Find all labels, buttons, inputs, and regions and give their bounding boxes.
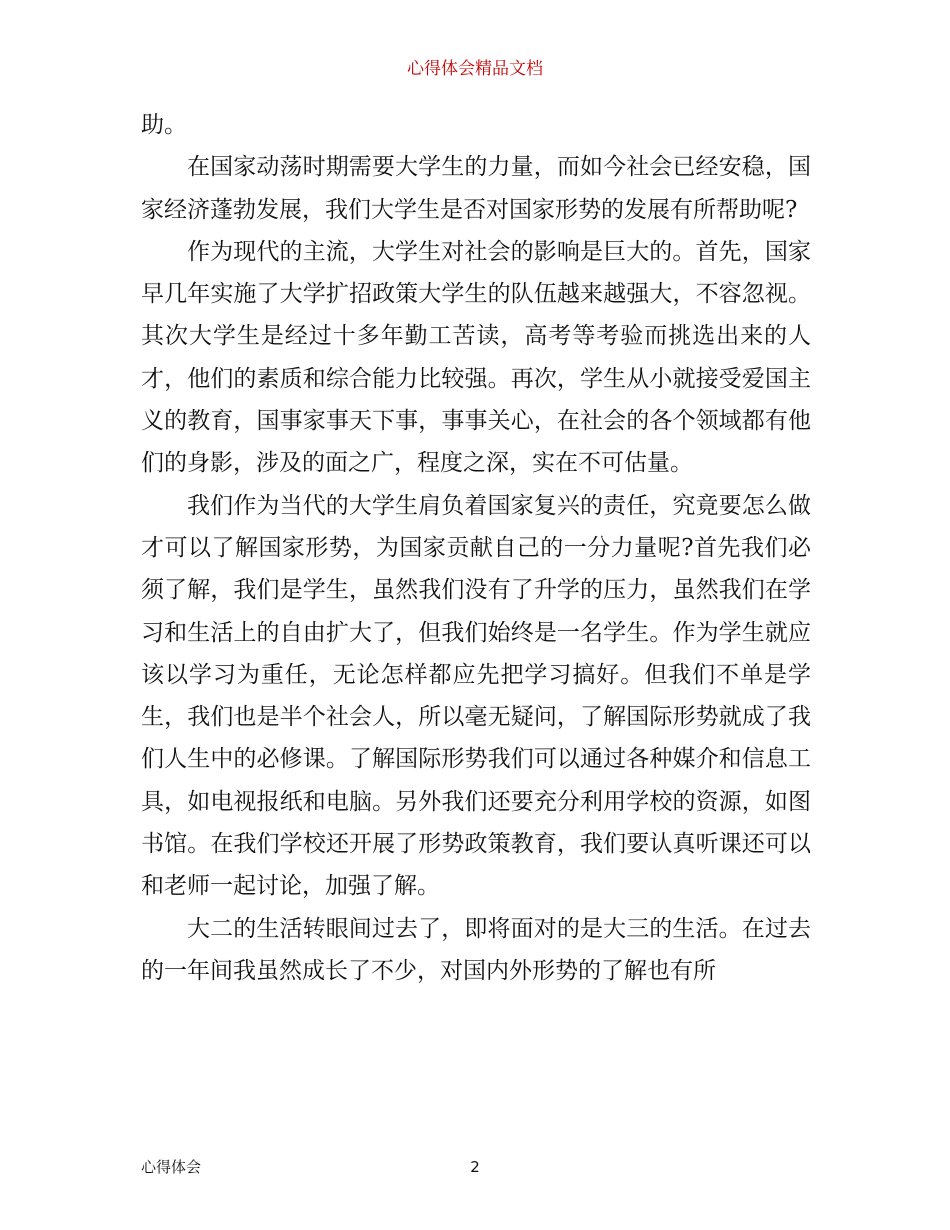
- paragraph: 我们作为当代的大学生肩负着国家复兴的责任，究竟要怎么做才可以了解国家形势，为国家贡献自己的一分力量呢?首先我们必须了解，我们是学生，虽然我们没有了升学的压力，虽然我们在学习和生活上的自由扩大了，但我们始终是一名学生。作为学生就应该以学习为重任，无论怎样都应先把学习搞好。但我们不单是学生，我们也是半个社会人，所以毫无疑问，了解国际形势就成了我们人生中的必修课。了解国际形势我们可以通过各种媒介和信息工具，如电视报纸和电脑。另外我们还要充分利用学校的资源，如图书馆。在我们学校还开展了形势政策教育，我们要认真听课还可以和老师一起讨论，加强了解。: [141, 492, 811, 900]
- footer-label: 心得体会: [141, 1158, 202, 1176]
- page-header-title: 心得体会精品文档: [407, 59, 543, 79]
- page-number: 2: [470, 1158, 480, 1176]
- paragraph: 在国家动荡时期需要大学生的力量，而如今社会已经安稳，国家经济蓬勃发展，我们大学生是否对国家形势的发展有所帮助呢?: [141, 154, 811, 223]
- paragraph: 大二的生活转眼间过去了，即将面对的是大三的生活。在过去的一年间我虽然成长了不少，对国内外形势的了解也有所: [141, 915, 811, 984]
- document-body: [141, 104, 811, 992]
- paragraph-continuation: 助。: [141, 112, 187, 138]
- paragraph: 作为现代的主流，大学生对社会的影响是巨大的。首先，国家早几年实施了大学扩招政策大学生的队伍越来越强大，不容忽视。其次大学生是经过十多年勤工苦读，高考等考验而挑选出来的人才，他们的素质和综合能力比较强。再次，学生从小就接受爱国主义的教育，国事家事天下事，事事关心，在社会的各个领域都有他们的身影，涉及的面之广，程度之深，实在不可估量。: [141, 238, 811, 477]
